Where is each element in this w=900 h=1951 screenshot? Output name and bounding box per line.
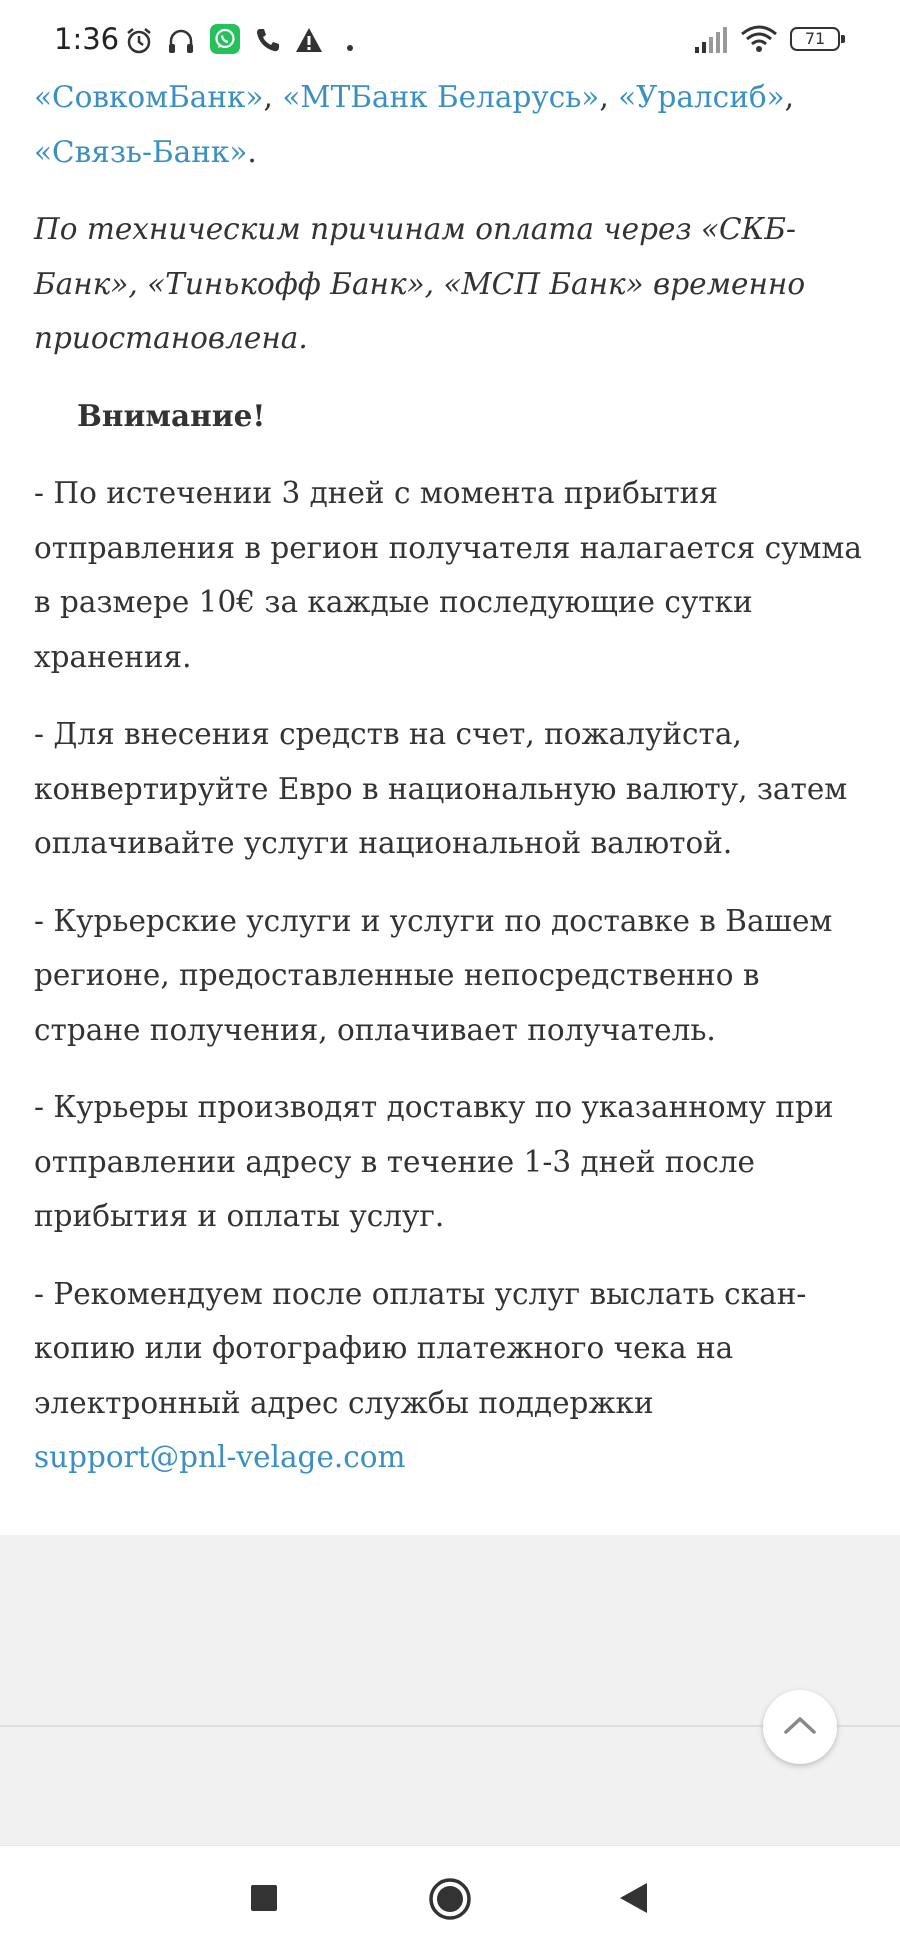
recents-square-icon[interactable] bbox=[250, 1884, 278, 1916]
bullet-currency: - Для внесения средств на счет, пожалуйста, конвертируйте Евро в национальную валюту, затем оплачивайте услуги национальной валютой. bbox=[34, 717, 848, 860]
bank-link-sovcombank[interactable]: «СовкомБанк» bbox=[34, 80, 264, 114]
whatsapp-icon bbox=[210, 24, 240, 58]
back-triangle-icon[interactable] bbox=[618, 1882, 648, 1918]
headphones-icon bbox=[166, 26, 196, 60]
support-email-link[interactable]: support@pnl-velage.com bbox=[34, 1440, 406, 1474]
warning-icon bbox=[294, 26, 324, 58]
bullet-courier-payment: - Курьерские услуги и услуги по доставке в Вашем регионе, предоставленные непосредственно в стране получения, оплачивает получатель. bbox=[34, 903, 833, 1047]
home-circle-icon[interactable] bbox=[428, 1877, 472, 1925]
page-footer bbox=[0, 1535, 900, 1845]
suspended-note: По техническим причинам оплата через «СКБ-Банк», «Тинькофф Банк», «МСП Банк» временно приостановлена. bbox=[34, 212, 806, 355]
chevron-up-icon bbox=[783, 1714, 817, 1740]
send-receipt-text: - Рекомендуем после оплаты услуг выслать скан-копию или фотографию платежного чека на электронный адрес службы поддержки bbox=[34, 1276, 807, 1420]
separator: , bbox=[263, 80, 283, 114]
banks-paragraph bbox=[34, 70, 864, 179]
dot-icon bbox=[346, 37, 354, 56]
bank-link-svyazbank[interactable]: «Связь-Банк» bbox=[34, 134, 248, 169]
bullet-storage-fee: - По истечении 3 дней с момента прибытия отправления в регион получателя налагается сумма в размере 10€ за каждые последующие сутки хранения. bbox=[34, 476, 862, 674]
period: . bbox=[247, 134, 257, 169]
signal-icon bbox=[694, 26, 728, 58]
bullet-send-receipt bbox=[34, 1267, 864, 1485]
wifi-icon bbox=[740, 24, 778, 58]
attention-heading: Внимание! bbox=[77, 397, 266, 433]
alarm-icon bbox=[124, 26, 154, 60]
scroll-to-top-button[interactable] bbox=[763, 1690, 837, 1764]
status-bar bbox=[0, 0, 900, 80]
article-content bbox=[34, 70, 864, 1508]
system-navigation-bar bbox=[0, 1845, 900, 1951]
battery-icon: 71 bbox=[790, 27, 840, 51]
bank-link-mtbank[interactable]: «МТБанк Беларусь» bbox=[282, 80, 600, 114]
phone-icon bbox=[254, 26, 282, 58]
separator: , bbox=[599, 80, 619, 114]
bank-link-uralsib[interactable]: «Уралсиб» bbox=[618, 80, 785, 114]
status-time: 1:36 bbox=[54, 22, 120, 56]
separator: , bbox=[784, 80, 795, 114]
bullet-delivery-time: - Курьеры производят доставку по указанному при отправлении адресу в течение 1-3 дней после прибытия и оплаты услуг. bbox=[34, 1090, 834, 1233]
